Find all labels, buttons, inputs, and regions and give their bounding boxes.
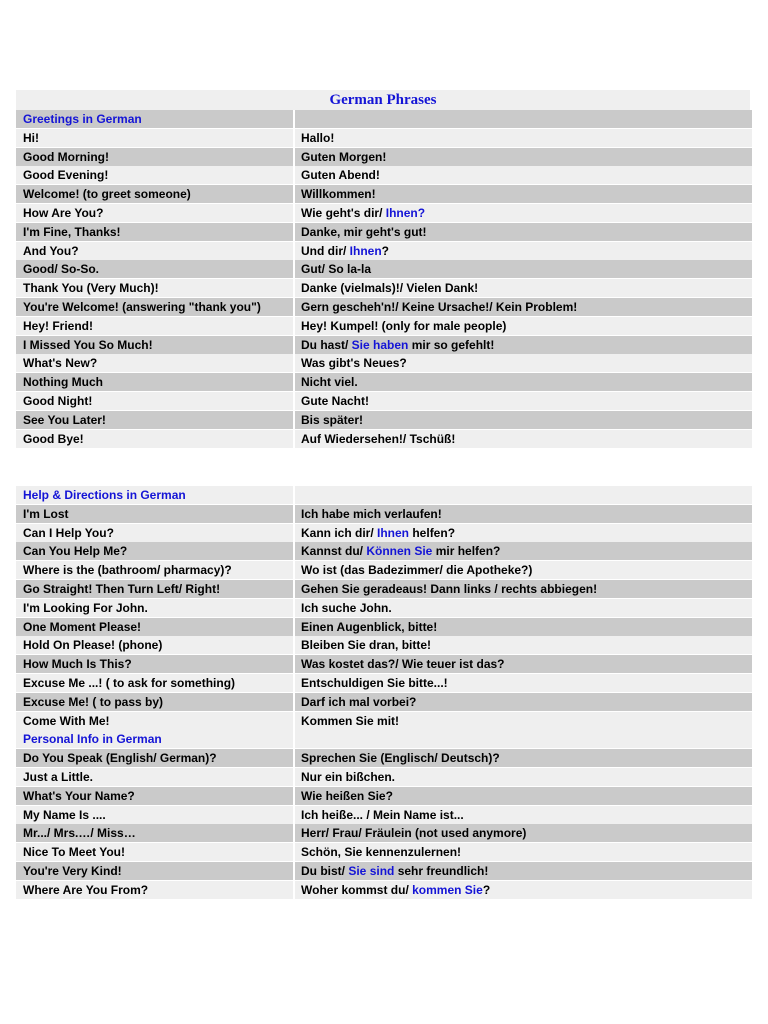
- german-text: Auf Wiedersehen!/ Tschüß!: [301, 431, 456, 446]
- german-text: Gut/ So la-la: [301, 262, 372, 277]
- german-text: Herr/ Frau/ Fräulein (not used anymore): [301, 826, 527, 841]
- german-text: Ich habe mich verlaufen!: [301, 506, 442, 521]
- german-phrase: [295, 618, 752, 636]
- german-phrase: [295, 542, 752, 560]
- section-header-blank: [295, 110, 752, 128]
- phrase-row: [16, 317, 752, 336]
- german-text: Gern gescheh'n!/ Keine Ursache!/ Kein Problem!: [301, 299, 578, 314]
- phrase-row: [16, 618, 752, 637]
- english-phrase: Good Morning!: [16, 148, 293, 166]
- english-phrase: Come With Me!: [16, 712, 293, 730]
- section-header-blank: [295, 486, 752, 504]
- german-text: Hey! Kumpel! (only for male people): [301, 318, 507, 333]
- phrase-row: [16, 580, 752, 599]
- german-text: sehr freundlich!: [394, 863, 489, 878]
- german-text: Darf ich mal vorbei?: [301, 694, 417, 709]
- phrase-row: [16, 806, 752, 825]
- english-phrase: What's Your Name?: [16, 787, 293, 805]
- section-header-label: Help & Directions in German: [16, 486, 293, 504]
- german-phrase: [295, 298, 752, 316]
- english-phrase: Do You Speak (English/ German)?: [16, 749, 293, 767]
- english-phrase: Where Are You From?: [16, 881, 293, 899]
- german-text: Entschuldigen Sie bitte...!: [301, 675, 448, 690]
- english-phrase: Good Evening!: [16, 166, 293, 184]
- english-phrase: One Moment Please!: [16, 618, 293, 636]
- phrase-row: [16, 373, 752, 392]
- english-phrase: Can You Help Me?: [16, 542, 293, 560]
- phrase-row: [16, 505, 752, 524]
- phrase-row: [16, 260, 752, 279]
- phrase-row: [16, 411, 752, 430]
- german-text: Was kostet das?/ Wie teuer ist das?: [301, 657, 505, 672]
- german-phrase: [295, 204, 752, 222]
- german-text: Was gibt's Neues?: [301, 356, 407, 371]
- german-text: Wo ist (das Badezimmer/ die Apotheke?): [301, 563, 533, 578]
- german-text: Kannst du/: [301, 544, 367, 559]
- phrase-row: [16, 561, 752, 580]
- phrase-row: [16, 749, 752, 768]
- section-header-greetings-in-german: [16, 110, 752, 129]
- english-phrase: How Much Is This?: [16, 655, 293, 673]
- english-phrase: You're Welcome! (answering "thank you"): [16, 298, 293, 316]
- english-phrase: Thank You (Very Much)!: [16, 279, 293, 297]
- formal-form-highlight: kommen Sie: [412, 882, 483, 897]
- english-phrase: You're Very Kind!: [16, 862, 293, 880]
- phrase-row: [16, 242, 752, 261]
- english-phrase: Welcome! (to greet someone): [16, 185, 293, 203]
- german-text: helfen?: [409, 525, 456, 540]
- german-text: Nur ein bißchen.: [301, 769, 396, 784]
- german-phrase: [295, 806, 752, 824]
- phrase-row: [16, 712, 752, 731]
- german-text: Du bist/: [301, 863, 349, 878]
- german-phrase: [295, 505, 752, 523]
- phrase-row: [16, 298, 752, 317]
- phrase-row: [16, 542, 752, 561]
- german-text: Danke, mir geht's gut!: [301, 224, 427, 239]
- greetings-table: [16, 110, 752, 448]
- german-text: ?: [482, 882, 491, 897]
- phrase-row: [16, 223, 752, 242]
- page-title: German Phrases: [16, 90, 750, 110]
- section-header-label: Personal Info in German: [16, 730, 293, 748]
- english-phrase: I Missed You So Much!: [16, 336, 293, 354]
- german-phrase: [295, 317, 752, 335]
- german-text: Kann ich dir/: [301, 525, 378, 540]
- english-phrase: And You?: [16, 242, 293, 260]
- english-phrase: How Are You?: [16, 204, 293, 222]
- german-phrase: [295, 636, 752, 654]
- german-phrase: [295, 392, 752, 410]
- english-phrase: Where is the (bathroom/ pharmacy)?: [16, 561, 293, 579]
- german-phrase: [295, 148, 752, 166]
- german-phrase: [295, 768, 752, 786]
- german-phrase: [295, 599, 752, 617]
- german-text: ?: [381, 243, 390, 258]
- english-phrase: Hey! Friend!: [16, 317, 293, 335]
- german-text: Ich heiße... / Mein Name ist...: [301, 807, 464, 822]
- german-text: Gute Nacht!: [301, 393, 370, 408]
- english-phrase: Go Straight! Then Turn Left/ Right!: [16, 580, 293, 598]
- phrase-row: [16, 129, 752, 148]
- german-phrase: [295, 824, 752, 842]
- phrase-row: [16, 862, 752, 881]
- phrase-row: [16, 693, 752, 712]
- german-text: Einen Augenblick, bitte!: [301, 619, 438, 634]
- german-text: Guten Morgen!: [301, 149, 387, 164]
- german-phrase: [295, 166, 752, 184]
- help-directions-table: [16, 486, 752, 900]
- german-text: mir so gefehlt!: [408, 337, 495, 352]
- english-phrase: See You Later!: [16, 411, 293, 429]
- german-phrase: [295, 580, 752, 598]
- german-phrase: [295, 524, 752, 542]
- german-phrase: [295, 712, 752, 730]
- phrase-row: [16, 392, 752, 411]
- german-text: Bleiben Sie dran, bitte!: [301, 638, 432, 653]
- phrase-row: [16, 881, 752, 900]
- phrase-row: [16, 148, 752, 167]
- german-phrase: [295, 411, 752, 429]
- formal-form-highlight: Ihnen?: [385, 205, 426, 220]
- english-phrase: What's New?: [16, 354, 293, 372]
- german-phrase: [295, 354, 752, 372]
- german-text: mir helfen?: [432, 544, 501, 559]
- english-phrase: Excuse Me! ( to pass by): [16, 693, 293, 711]
- phrase-row: [16, 674, 752, 693]
- section-header-personal-info-in-german: [16, 730, 752, 749]
- german-phrase: [295, 223, 752, 241]
- phrase-row: [16, 204, 752, 223]
- english-phrase: Good Night!: [16, 392, 293, 410]
- phrase-row: [16, 524, 752, 543]
- english-phrase: Hold On Please! (phone): [16, 636, 293, 654]
- german-text: Und dir/: [301, 243, 350, 258]
- german-phrase: [295, 881, 752, 899]
- formal-form-highlight: Können Sie: [366, 544, 433, 559]
- german-text: Sprechen Sie (Englisch/ Deutsch)?: [301, 751, 500, 766]
- phrase-row: [16, 336, 752, 355]
- phrase-row: [16, 768, 752, 787]
- section-header-help-directions-in-german: [16, 486, 752, 505]
- german-text: Bis später!: [301, 412, 364, 427]
- german-phrase: [295, 561, 752, 579]
- section-header-label: Greetings in German: [16, 110, 293, 128]
- english-phrase: Good/ So-So.: [16, 260, 293, 278]
- german-text: Hallo!: [301, 130, 335, 145]
- english-phrase: Just a Little.: [16, 768, 293, 786]
- german-phrase: [295, 430, 752, 448]
- formal-form-highlight: Ihnen: [349, 243, 382, 258]
- german-text: Schön, Sie kennenzulernen!: [301, 845, 462, 860]
- phrase-row: [16, 279, 752, 298]
- german-text: Willkommen!: [301, 187, 376, 202]
- german-phrase: [295, 655, 752, 673]
- formal-form-highlight: Sie haben: [351, 337, 409, 352]
- german-text: Du hast/: [301, 337, 352, 352]
- english-phrase: Excuse Me ...! ( to ask for something): [16, 674, 293, 692]
- german-text: Wie heißen Sie?: [301, 788, 393, 803]
- english-phrase: Hi!: [16, 129, 293, 147]
- section-header-blank: [295, 730, 752, 748]
- phrase-row: [16, 166, 752, 185]
- english-phrase: Can I Help You?: [16, 524, 293, 542]
- phrase-row: [16, 185, 752, 204]
- german-text: Kommen Sie mit!: [301, 713, 400, 728]
- german-phrase: [295, 787, 752, 805]
- english-phrase: Good Bye!: [16, 430, 293, 448]
- german-phrase: [295, 279, 752, 297]
- german-phrase: [295, 129, 752, 147]
- german-phrase: [295, 260, 752, 278]
- german-phrase: [295, 336, 752, 354]
- phrase-row: [16, 599, 752, 618]
- german-phrase: [295, 843, 752, 861]
- german-phrase: [295, 749, 752, 767]
- english-phrase: I'm Fine, Thanks!: [16, 223, 293, 241]
- phrase-row: [16, 787, 752, 806]
- english-phrase: Nothing Much: [16, 373, 293, 391]
- german-phrase: [295, 674, 752, 692]
- german-phrase: [295, 693, 752, 711]
- german-text: Nicht viel.: [301, 375, 358, 390]
- german-text: Danke (vielmals)!/ Vielen Dank!: [301, 281, 479, 296]
- phrase-row: [16, 655, 752, 674]
- german-phrase: [295, 862, 752, 880]
- phrase-row: [16, 430, 752, 449]
- english-phrase: My Name Is ....: [16, 806, 293, 824]
- english-phrase: Nice To Meet You!: [16, 843, 293, 861]
- english-phrase: Mr.../ Mrs.…/ Miss…: [16, 824, 293, 842]
- phrase-row: [16, 824, 752, 843]
- formal-form-highlight: Ihnen: [377, 525, 410, 540]
- german-text: Ich suche John.: [301, 600, 392, 615]
- german-text: Wie geht's dir/: [301, 205, 386, 220]
- phrase-row: [16, 843, 752, 862]
- german-text: Woher kommst du/: [301, 882, 413, 897]
- german-phrase: [295, 373, 752, 391]
- phrase-row: [16, 636, 752, 655]
- english-phrase: I'm Lost: [16, 505, 293, 523]
- phrase-row: [16, 354, 752, 373]
- english-phrase: I'm Looking For John.: [16, 599, 293, 617]
- german-phrase: [295, 185, 752, 203]
- german-phrase: [295, 242, 752, 260]
- german-text: Guten Abend!: [301, 168, 380, 183]
- formal-form-highlight: Sie sind: [348, 863, 395, 878]
- german-text: Gehen Sie geradeaus! Dann links / rechts abbiegen!: [301, 581, 598, 596]
